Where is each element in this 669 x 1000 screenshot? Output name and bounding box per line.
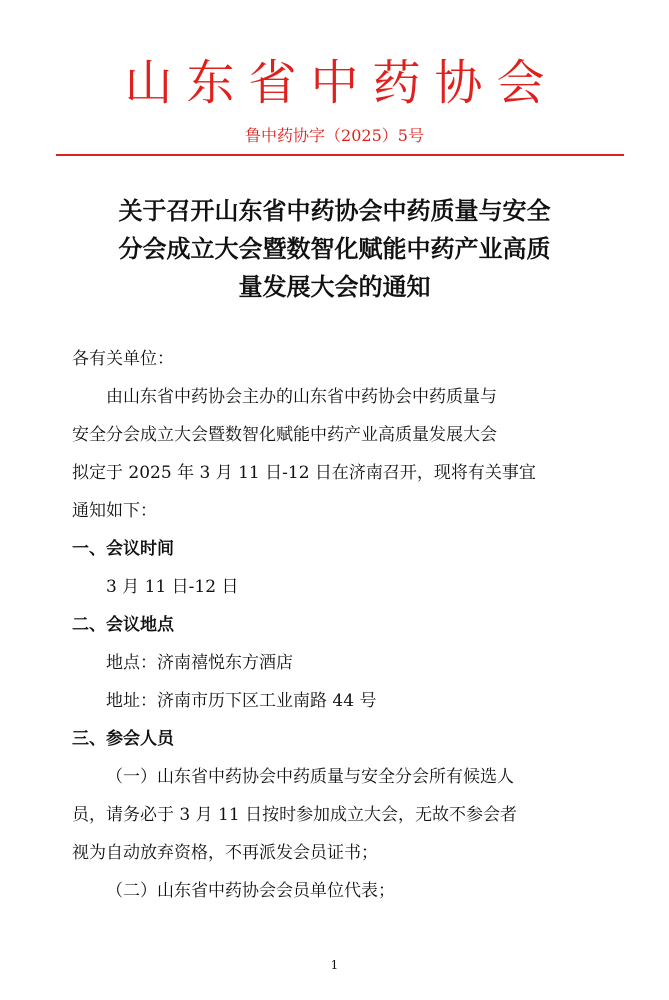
issuing-organization-name: 山东省中药协会 xyxy=(124,55,559,111)
page-number: 1 xyxy=(330,958,339,972)
document-number: 鲁中药协字（2025）5号 xyxy=(245,126,424,145)
attendee-item-2: （二）山东省中药协会会员单位代表； xyxy=(106,881,395,901)
title-line: 量发展大会的通知 xyxy=(238,273,431,301)
meeting-time: 3 月 11 日-12 日 xyxy=(106,577,239,597)
title-line: 关于召开山东省中药协会中药质量与安全 xyxy=(118,197,551,225)
attendee-item-line: 员，请务必于 3 月 11 日按时参加成立大会，无故不参会者 xyxy=(72,805,518,825)
meeting-venue: 地点：济南禧悦东方酒店 xyxy=(106,653,293,673)
red-header-divider xyxy=(56,154,624,156)
intro-line: 通知如下： xyxy=(72,501,157,521)
attendee-item-line: 视为自动放弃资格，不再派发会员证书； xyxy=(72,843,378,863)
title-line: 分会成立大会暨数智化赋能中药产业高质 xyxy=(118,235,551,263)
document-title xyxy=(40,192,629,306)
section-heading-time: 一、会议时间 xyxy=(72,539,174,559)
section-heading-location: 二、会议地点 xyxy=(72,615,174,635)
attendee-item-line: （一）山东省中药协会中药质量与安全分会所有候选人 xyxy=(106,767,514,787)
document-body xyxy=(72,340,602,910)
salutation: 各有关单位： xyxy=(72,349,174,369)
intro-line: 安全分会成立大会暨数智化赋能中药产业高质量发展大会 xyxy=(72,425,497,445)
meeting-address: 地址：济南市历下区工业南路 44 号 xyxy=(106,691,377,711)
intro-line: 拟定于 2025 年 3 月 11 日-12 日在济南召开，现将有关事宜 xyxy=(72,463,536,483)
intro-line: 由山东省中药协会主办的山东省中药协会中药质量与 xyxy=(106,387,497,407)
section-heading-attendees: 三、参会人员 xyxy=(72,729,174,749)
